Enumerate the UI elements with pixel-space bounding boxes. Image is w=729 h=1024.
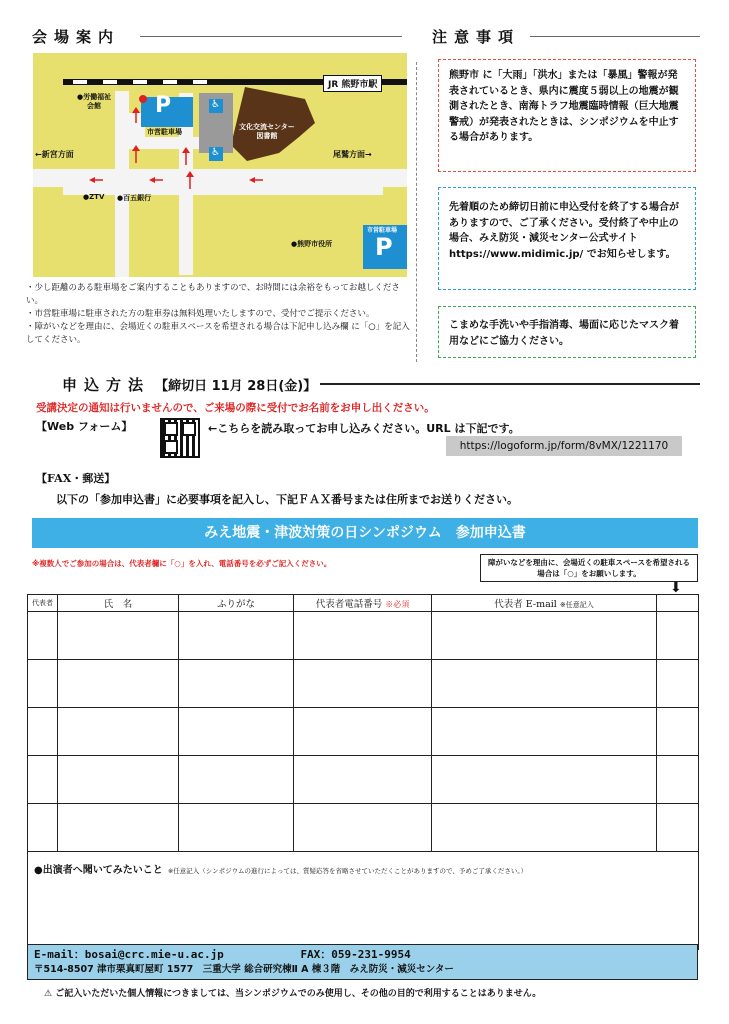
venue-notes bbox=[26, 282, 411, 347]
venue-note: ・障がいなどを理由に、会場近くの駐車スペースを希望される場合は下記申し込み欄 に「○」を記入してください。 bbox=[26, 322, 410, 345]
city-hall-label: ●熊野市役所 bbox=[291, 240, 333, 248]
table-row bbox=[28, 756, 699, 804]
phone-cell[interactable] bbox=[294, 612, 432, 660]
table-row bbox=[28, 612, 699, 660]
culture-center-label: 文化交流センター 図書館 bbox=[239, 123, 295, 140]
table-row bbox=[28, 660, 699, 708]
station-label: JR 熊野市駅 bbox=[323, 75, 382, 92]
apply-title-rule bbox=[320, 383, 700, 385]
contact-fax: FAX：059-231-9954 bbox=[300, 948, 411, 961]
table-header-row bbox=[28, 595, 699, 612]
email-cell[interactable] bbox=[432, 756, 657, 804]
parking-cell[interactable] bbox=[657, 708, 699, 756]
parking-cell[interactable] bbox=[657, 660, 699, 708]
rep-cell[interactable] bbox=[28, 612, 58, 660]
phone-cell[interactable] bbox=[294, 756, 432, 804]
cautions-title-rule bbox=[530, 36, 700, 37]
col-phone bbox=[294, 595, 432, 612]
qr-code-icon[interactable] bbox=[160, 418, 200, 458]
cautions-title: 注意事項 bbox=[432, 28, 521, 46]
col-email-optional: ※任意記入 bbox=[559, 601, 594, 609]
col-name: 氏 名 bbox=[58, 595, 179, 612]
table-row bbox=[28, 708, 699, 756]
parking-cell[interactable] bbox=[657, 612, 699, 660]
caution-box-hygiene bbox=[438, 306, 696, 358]
contact-address: 〒514-8507 津市栗真町屋町 1577 三重大学 総合研究棟Ⅱ A 棟３階 みえ防災・減災センター bbox=[34, 964, 454, 975]
web-form-text: ←こちらを読み取ってお申し込みください。URL は下記です。 bbox=[208, 422, 520, 435]
multi-participant-note: ※複数人でご参加の場合は、代表者欄に「○」を入れ、電話番号を必ずご記入ください。 bbox=[32, 559, 332, 568]
fax-text: 以下の「参加申込書」に必要事項を記入し、下記ＦＡＸ番号または住所までお送りください。 bbox=[56, 493, 518, 506]
question-row bbox=[28, 852, 699, 950]
apply-notice: 受講決定の通知は行いませんので、ご来場の際に受付でお名前をお申し出ください。 bbox=[36, 402, 435, 414]
city-parking-label: 市営駐車場 bbox=[147, 128, 182, 136]
city-hall-parking-label: 市営駐車場 bbox=[367, 227, 398, 234]
arrow-down-icon: ⬇ bbox=[670, 580, 682, 596]
apply-title: 申込方法 bbox=[62, 376, 151, 394]
col-rep: 代表者 bbox=[28, 595, 58, 612]
furigana-cell[interactable] bbox=[179, 756, 294, 804]
ztv-label: ●ZTV bbox=[83, 193, 105, 201]
name-cell[interactable] bbox=[58, 612, 179, 660]
phone-cell[interactable] bbox=[294, 660, 432, 708]
caution-box-closing bbox=[438, 187, 696, 290]
caution-hygiene-text: こまめな手洗いや手指消毒、場面に応じたマスク着用などにご協力ください。 bbox=[449, 320, 679, 347]
name-cell[interactable] bbox=[58, 804, 179, 852]
parking-cell[interactable] bbox=[657, 756, 699, 804]
apply-deadline: 【締切日 11月 28日(金)】 bbox=[155, 379, 317, 394]
caution-box-weather bbox=[438, 59, 696, 172]
rep-cell[interactable] bbox=[28, 756, 58, 804]
phone-cell[interactable] bbox=[294, 708, 432, 756]
east-direction-label: 尾鷲方面→ bbox=[333, 150, 372, 159]
col-phone-label: 代表者電話番号 bbox=[315, 599, 383, 610]
caution-closing-tail: でお知らせします。 bbox=[586, 248, 676, 260]
name-cell[interactable] bbox=[58, 756, 179, 804]
question-note: ※任意記入（シンポジウムの進行によっては、質疑応答を省略させていただくことがありますので、予めご了承ください。） bbox=[167, 867, 528, 875]
venue-note: ・少し距離のある駐車場をご案内することもありますので、お時間には余裕をもってお越しください。 bbox=[26, 283, 400, 306]
web-form-label: 【Web フォーム】 bbox=[36, 420, 133, 433]
col-email-label: 代表者 E-mail bbox=[494, 599, 557, 610]
privacy-note bbox=[44, 986, 541, 999]
web-form-url[interactable]: https://logoform.jp/form/8vMX/1221170 bbox=[446, 436, 682, 456]
contact-email[interactable]: E-mail：bosai@crc.mie-u.ac.jp bbox=[34, 948, 224, 961]
welfare-hall-label: ●労働福祉 会館 bbox=[77, 93, 112, 110]
furigana-cell[interactable] bbox=[179, 612, 294, 660]
furigana-cell[interactable] bbox=[179, 660, 294, 708]
parking-icon: P bbox=[375, 233, 393, 261]
caution-closing-text: 先着順のため締切日前に申込受付を終了する場合がありますので、ご了承ください。受付終了や中止の場合、みえ防災・減災センター公式サイト bbox=[449, 202, 679, 244]
form-title: みえ地震・津波対策の日シンポジウム 参加申込書 bbox=[32, 518, 698, 548]
warning-icon: ⚠ bbox=[44, 989, 53, 999]
furigana-cell[interactable] bbox=[179, 708, 294, 756]
email-cell[interactable] bbox=[432, 612, 657, 660]
name-cell[interactable] bbox=[58, 660, 179, 708]
col-phone-required: ※必須 bbox=[385, 600, 410, 609]
venue-map bbox=[33, 53, 407, 277]
furigana-cell[interactable] bbox=[179, 804, 294, 852]
west-direction-label: ←新宮方面 bbox=[35, 150, 74, 159]
email-cell[interactable] bbox=[432, 708, 657, 756]
parking-icon: P bbox=[155, 93, 172, 118]
question-label: ●出演者へ聞いてみたいこと bbox=[34, 865, 163, 876]
contact-footer bbox=[27, 944, 698, 980]
caution-site-url[interactable]: https://www.midimic.jp/ bbox=[449, 248, 584, 260]
rep-cell[interactable] bbox=[28, 708, 58, 756]
caution-weather-text: 熊野市 に「大雨」「洪水」または「暴風」警報が発表されているとき、県内に震度５弱以上の地震が観測されたとき、南海トラフ地震臨時情報（巨大地震警戒）が発表されたときは、シンポジウムを中止する場合があります。 bbox=[449, 70, 679, 143]
question-cell[interactable] bbox=[28, 852, 699, 950]
rep-cell[interactable] bbox=[28, 660, 58, 708]
application-table bbox=[27, 594, 699, 950]
privacy-text: ご記入いただいた個人情報につきましては、当シンポジウムでのみ使用し、その他の目的で利用することはありません。 bbox=[55, 989, 542, 999]
fax-label: 【FAX・郵送】 bbox=[36, 472, 116, 485]
wheelchair-icon: ♿ bbox=[211, 99, 220, 110]
table-row bbox=[28, 804, 699, 852]
column-divider bbox=[416, 62, 417, 362]
col-furigana: ふりがな bbox=[179, 595, 294, 612]
bank-label: ●百五銀行 bbox=[117, 194, 152, 202]
wheelchair-icon: ♿ bbox=[211, 147, 220, 158]
email-cell[interactable] bbox=[432, 660, 657, 708]
parking-cell[interactable] bbox=[657, 804, 699, 852]
col-email bbox=[432, 595, 657, 612]
rep-cell[interactable] bbox=[28, 804, 58, 852]
apply-heading bbox=[62, 374, 316, 395]
email-cell[interactable] bbox=[432, 804, 657, 852]
venue-title-rule bbox=[140, 36, 402, 37]
phone-cell[interactable] bbox=[294, 804, 432, 852]
venue-title: 会場案内 bbox=[32, 28, 121, 46]
venue-note: ・市営駐車場に駐車された方の駐車券は無料処理いたしますので、受付でご提示ください。 bbox=[26, 309, 375, 319]
col-parking bbox=[657, 595, 699, 612]
parking-request-note: 障がいなどを理由に、会場近くの駐車スペースを希望される場合は「○」をお願いします。 bbox=[480, 554, 698, 582]
name-cell[interactable] bbox=[58, 708, 179, 756]
